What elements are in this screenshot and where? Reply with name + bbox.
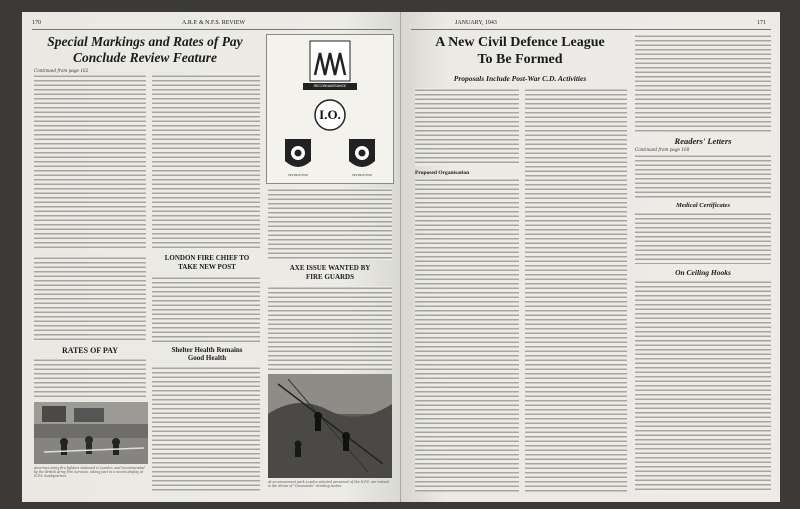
badge-top-label: RECONNAISSANCE: [313, 84, 347, 88]
running-head: A.R.P. & N.F.S. REVIEW: [182, 20, 246, 26]
commando-training-photo: [268, 374, 392, 478]
header-rule: [32, 29, 392, 30]
badge-letters: I.O.: [319, 107, 341, 122]
medical-certificates-title: Medical Certificates: [676, 202, 730, 209]
text-column: [635, 34, 771, 134]
fire-fighters-photo: [34, 402, 148, 464]
left-page: [22, 12, 401, 502]
right-page: [401, 12, 780, 502]
axe-section-title: AXE ISSUE WANTED BY FIRE GUARDS: [289, 264, 371, 281]
london-section-title: LONDON FIRE CHIEF TO TAKE NEW POST: [164, 254, 250, 271]
page-number: 171: [757, 20, 766, 26]
header-rule: [411, 29, 771, 30]
photo-caption: At an amusement park London selected personnel of the N.F.S. are trained in the duties of "Commando" climbing tactics.: [268, 480, 390, 488]
readers-letters-title: Readers' Letters: [674, 136, 732, 146]
text-column: [525, 88, 627, 492]
text-column: [152, 366, 260, 492]
text-column: [34, 256, 146, 342]
badge-right-label: INSTRUCTOR: [352, 173, 372, 177]
article-subtitle: Proposals Include Post-War C.D. Activities: [453, 74, 587, 83]
page-number: 170: [32, 20, 41, 26]
readers-continued: Continued from page 168: [635, 147, 690, 152]
rates-section-title: RATES OF PAY: [61, 346, 118, 355]
article-title: Special Markings and Rates of Pay Conclude Review Feature: [47, 34, 243, 65]
text-column: [635, 154, 771, 198]
article-title: A New Civil Defence League To Be Formed: [435, 35, 605, 67]
text-column: [268, 188, 392, 260]
text-column: [34, 74, 146, 250]
text-column: [415, 178, 519, 492]
text-column: [152, 74, 260, 250]
text-column: [635, 280, 771, 492]
text-column: [268, 286, 392, 370]
text-column: [415, 88, 519, 166]
organisation-heading: Proposed Organisation: [415, 170, 470, 176]
text-column: [152, 276, 260, 342]
shelter-section-title: Shelter Health Remains Good Health: [171, 346, 243, 362]
badge-illustration: [266, 34, 394, 184]
ceiling-hooks-title: On Ceiling Hooks: [675, 268, 731, 277]
text-column: [635, 212, 771, 264]
continued-note: Continued from page 162: [34, 68, 89, 73]
magazine-spread: [22, 12, 780, 502]
badge-left-label: INSTRUCTOR: [288, 173, 308, 177]
photo-caption: American Army fire fighters stationed in London, and recommended by the British Army Fire Services, taking part in a recent display at N.F.S. headquarters.: [34, 466, 145, 478]
running-head: JANUARY, 1943: [455, 20, 497, 26]
text-column: [34, 358, 146, 398]
